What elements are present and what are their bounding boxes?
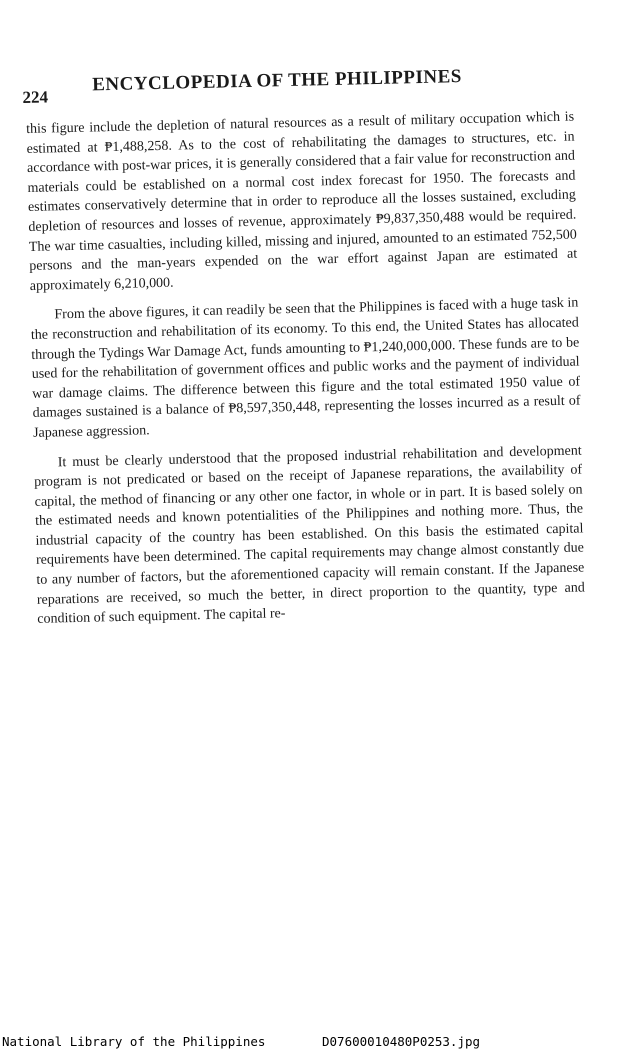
page-number: 224 <box>22 87 49 107</box>
footer-filename: D07600010480P0253.jpg <box>322 1034 481 1049</box>
page-header <box>22 63 583 110</box>
scan-footer <box>0 1034 622 1052</box>
running-title: ENCYCLOPEDIA OF THE PHILIPPINES <box>91 66 463 96</box>
footer-source: National Library of the Philippines <box>2 1034 266 1049</box>
paragraph-3: It must be clearly understood that the proposed industrial rehabilitation and development program is not predicated or based on the receipt of Japanese reparations, the availability of capital, the method of financing or any other one factor, in whole or in part. It is based solely on the estimated needs and known potentialities of the Philippines and nothing more. Thus, the industrial capacity of the country has been established. On this basis the estimated capital requirements have been determined. The capital requirements may change almost constantly due to any number of factors, but the aforementioned capacity will remain constant. If the Japanese reparations are received, so much the better, in direct proportion to the quantity, type and condition of such equipment. The capital re- <box>34 442 585 628</box>
paragraph-1: this figure include the depletion of natural resources as a result of military occupation which is estimated at ₱1,488,258. As to the cost of rehabilitating the damages to structures, etc. in accordance with post-war prices, it is generally considered that a fair value for reconstruction and materials could be established on a normal cost index forecast for 1950. The forecasts and estimates conservatively determine that in order to reproduce all the losses sustained, excluding depletion of resources and losses of revenue, approximately ₱9,837,350,488 would be required. The war time casualties, including killed, missing and injured, amounted to an estimated 752,500 persons and the man-years expended on the war effort against Japan are estimated at approximately 6,210,000. <box>26 109 578 294</box>
body-text <box>26 108 586 640</box>
paragraph-2: From the above figures, it can readily be seen that the Philippines is faced with a huge task in the reconstruction and rehabilitation of its economy. To this end, the United States has allocated through the Tydings War Damage Act, funds amounting to ₱1,240,000,000. These funds are to be used for the rehabilitation of government offices and public works and the payment of individual war damage claims. The difference between this figure and the total estimated 1950 value of damages sustained is a balance of ₱8,597,350,448, representing the losses incurred as a result of Japanese aggression. <box>30 295 581 441</box>
